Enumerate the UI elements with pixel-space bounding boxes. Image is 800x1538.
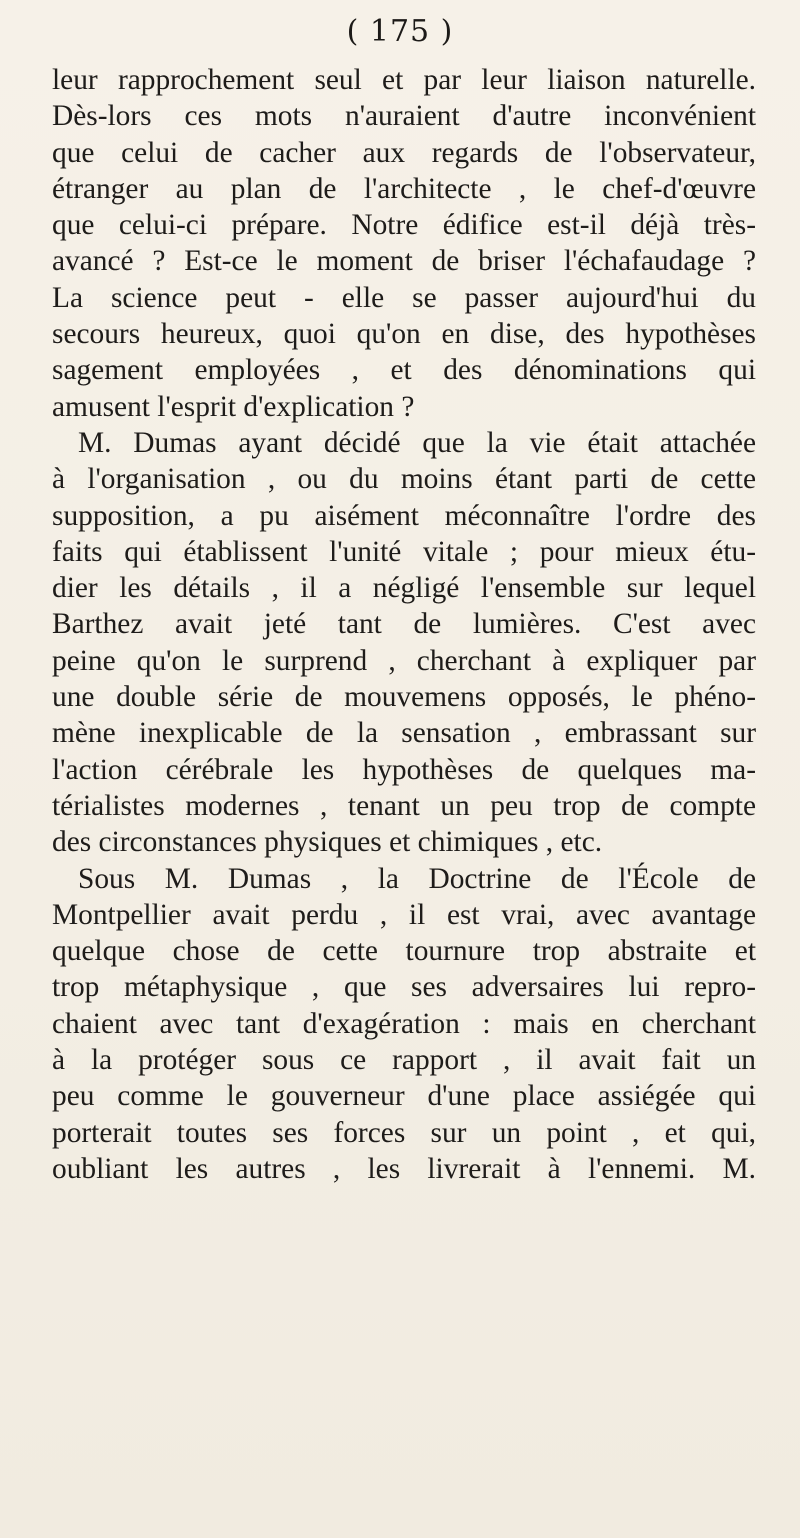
page-number: ( 175 ): [346, 14, 454, 49]
text-line: amusent l'esprit d'explication ?: [52, 390, 415, 423]
text-line: Dès-lors ces mots n'auraient d'autre inconvénient: [52, 100, 756, 133]
text-line: porterait toutes ses forces sur un point , et qui,: [52, 1116, 756, 1149]
text-line: Sous M. Dumas , la Doctrine de l'École de: [78, 862, 756, 895]
text-line: Barthez avait jeté tant de lumières. C'est avec: [52, 608, 756, 641]
text-line: avancé ? Est-ce le moment de briser l'échafaudage ?: [52, 245, 756, 278]
text-line: que celui de cacher aux regards de l'observateur,: [52, 136, 756, 169]
text-line: térialistes modernes , tenant un peu trop de compte: [52, 789, 756, 822]
text-line: des circonstances physiques et chimiques , etc.: [52, 826, 603, 859]
text-line: quelque chose de cette tournure trop abstraite et: [52, 935, 756, 968]
text-line: Montpellier avait perdu , il est vrai, avec avantage: [52, 898, 756, 931]
text-line: trop métaphysique , que ses adversaires lui repro-: [52, 971, 756, 1004]
text-line: dier les détails , il a négligé l'ensemble sur lequel: [52, 572, 756, 605]
text-line: une double série de mouvemens opposés, le phéno-: [52, 681, 756, 714]
text-line: que celui-ci prépare. Notre édifice est-il déjà très-: [52, 209, 756, 242]
body-text: [52, 62, 756, 1187]
text-line: à l'organisation , ou du moins étant parti de cette: [52, 463, 756, 496]
text-line: leur rapprochement seul et par leur liaison naturelle.: [52, 64, 756, 96]
text-line: supposition, a pu aisément méconnaître l'ordre des: [52, 499, 756, 532]
text-line: oubliant les autres , les livrerait à l'ennemi. M.: [52, 1152, 756, 1185]
text-line: mène inexplicable de la sensation , embrassant sur: [52, 717, 756, 750]
text-line: étranger au plan de l'architecte , le chef-d'œuvre: [52, 172, 756, 205]
text-line: secours heureux, quoi qu'on en dise, des hypothèses: [52, 318, 756, 351]
text-line: peine qu'on le surprend , cherchant à expliquer par: [52, 644, 756, 677]
text-line: chaient avec tant d'exagération : mais en cherchant: [52, 1007, 756, 1040]
text-line: faits qui établissent l'unité vitale ; pour mieux étu-: [52, 535, 756, 568]
text-line: La science peut - elle se passer aujourd'hui du: [52, 281, 756, 314]
text-line: peu comme le gouverneur d'une place assiégée qui: [52, 1080, 756, 1113]
text-line: M. Dumas ayant décidé que la vie était attachée: [78, 426, 756, 459]
text-line: sagement employées , et des dénominations qui: [52, 354, 756, 387]
text-line: à la protéger sous ce rapport , il avait fait un: [52, 1044, 756, 1077]
text-line: l'action cérébrale les hypothèses de quelques ma-: [52, 753, 756, 786]
